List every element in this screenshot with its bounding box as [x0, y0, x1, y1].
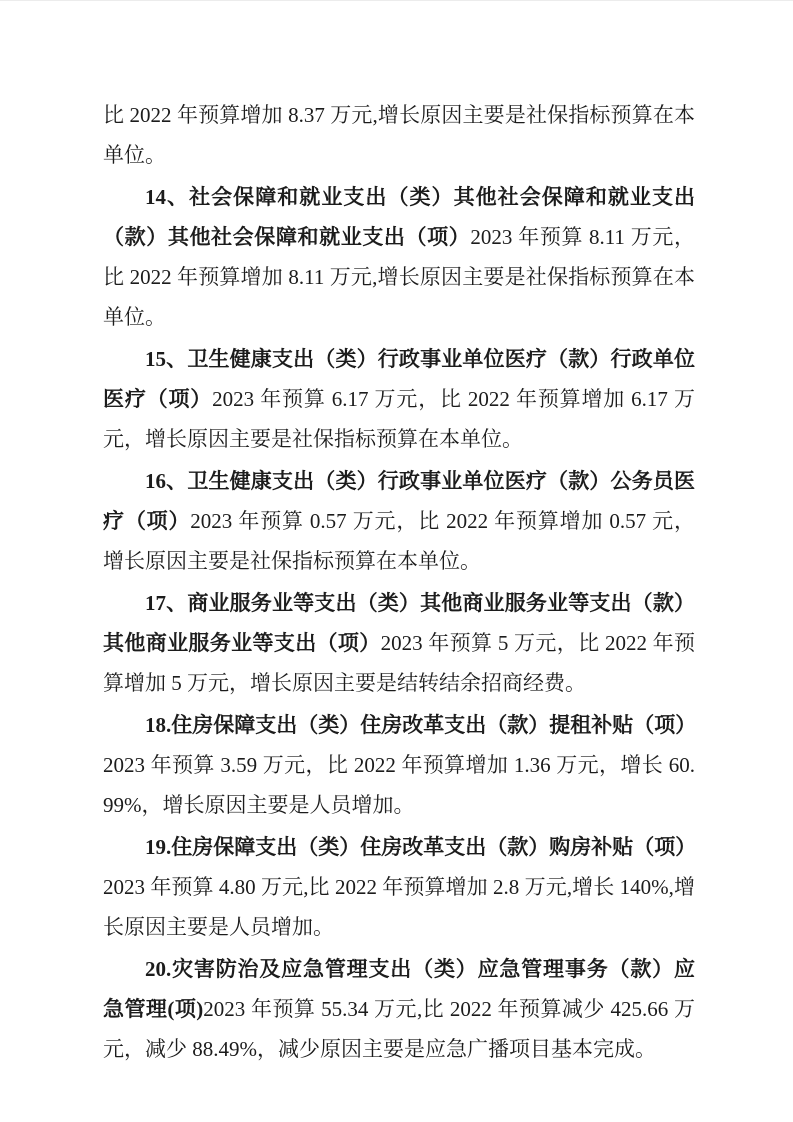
document-content — [103, 95, 695, 1071]
budget-item-15-heading: 15、卫生健康支出（类）行政事业单位医疗（款）行政单位医疗（项） — [103, 347, 695, 411]
budget-item-20 — [103, 949, 695, 1069]
budget-item-17-body: 2023 年预算 5 万元，比 2022 年预算增加 5 万元，增长原因主要是结转结余招商经费。 — [103, 631, 695, 695]
budget-item-19-heading: 19.住房保障支出（类）住房改革支出（款）购房补贴（项） — [145, 835, 697, 859]
budget-item-14 — [103, 177, 695, 337]
budget-item-18-body: 2023 年预算 3.59 万元，比 2022 年预算增加 1.36 万元，增长 60.99%，增长原因主要是人员增加。 — [103, 753, 695, 817]
budget-item-20-heading: 20.灾害防治及应急管理支出（类）应急管理事务（款）应急管理(项) — [103, 957, 695, 1021]
budget-item-14-heading: 14、社会保障和就业支出（类）其他社会保障和就业支出（款）其他社会保障和就业支出（项） — [103, 185, 695, 249]
budget-item-15 — [103, 339, 695, 459]
budget-item-17 — [103, 583, 695, 703]
budget-item-16 — [103, 461, 695, 581]
budget-item-18-heading: 18.住房保障支出（类）住房改革支出（款）提租补贴（项） — [145, 713, 697, 737]
budget-item-14-body: 2023 年预算 8.11 万元，比 2022 年预算增加 8.11 万元,增长原因主要是社保指标预算在本单位。 — [103, 225, 695, 329]
budget-item-19-body: 2023 年预算 4.80 万元,比 2022 年预算增加 2.8 万元,增长 140%,增长原因主要是人员增加。 — [103, 875, 695, 939]
budget-item-19 — [103, 827, 695, 947]
budget-item-20-body: 2023 年预算 55.34 万元,比 2022 年预算减少 425.66 万元，减少 88.49%，减少原因主要是应急广播项目基本完成。 — [103, 997, 695, 1061]
continuation-text: 比 2022 年预算增加 8.37 万元,增长原因主要是社保指标预算在本单位。 — [103, 103, 695, 167]
continuation-paragraph — [103, 95, 695, 175]
budget-item-16-heading: 16、卫生健康支出（类）行政事业单位医疗（款）公务员医疗（项） — [103, 469, 695, 533]
budget-item-16-body: 2023 年预算 0.57 万元，比 2022 年预算增加 0.57 元，增长原因主要是社保指标预算在本单位。 — [103, 509, 696, 573]
budget-item-18 — [103, 705, 695, 825]
budget-item-17-heading: 17、商业服务业等支出（类）其他商业服务业等支出（款）其他商业服务业等支出（项） — [103, 591, 695, 655]
budget-item-15-body: 2023 年预算 6.17 万元，比 2022 年预算增加 6.17 万元，增长原因主要是社保指标预算在本单位。 — [103, 387, 696, 451]
